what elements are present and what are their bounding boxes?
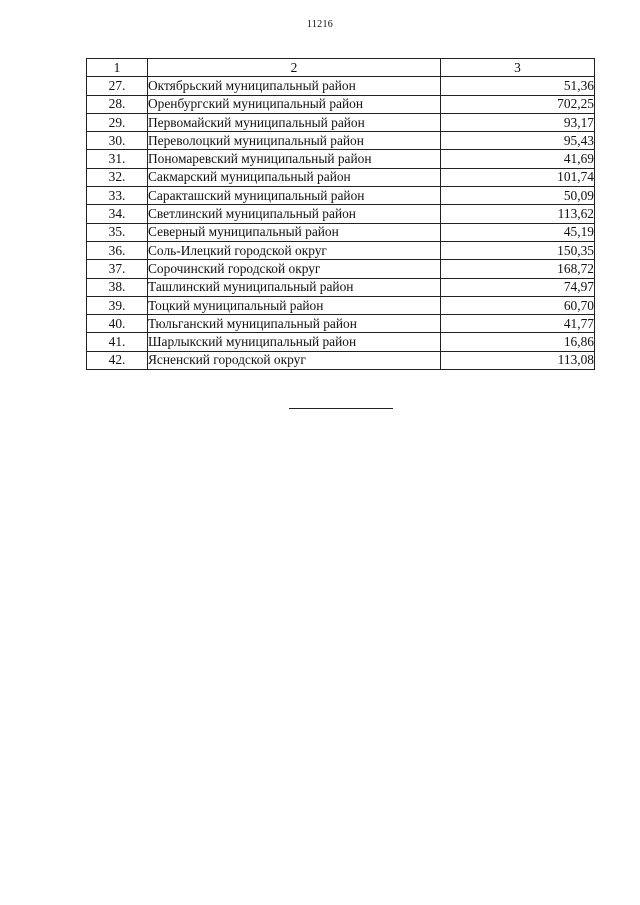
row-value: 113,62 [441, 205, 595, 223]
municipality-name: Октябрьский муниципальный район [148, 77, 441, 95]
table-row [87, 333, 595, 351]
row-value: 41,69 [441, 150, 595, 168]
row-value: 702,25 [441, 95, 595, 113]
municipality-name: Светлинский муниципальный район [148, 205, 441, 223]
municipality-name: Оренбургский муниципальный район [148, 95, 441, 113]
row-number: 38. [87, 278, 148, 296]
table-row [87, 77, 595, 95]
table-row [87, 315, 595, 333]
row-number: 34. [87, 205, 148, 223]
row-number: 42. [87, 351, 148, 369]
municipality-name: Пономаревский муниципальный район [148, 150, 441, 168]
table-row [87, 278, 595, 296]
municipality-name: Тоцкий муниципальный район [148, 296, 441, 314]
municipality-name: Соль-Илецкий городской округ [148, 241, 441, 259]
table-row [87, 187, 595, 205]
row-number: 27. [87, 77, 148, 95]
row-value: 50,09 [441, 187, 595, 205]
row-value: 60,70 [441, 296, 595, 314]
municipal-values-table [86, 58, 595, 370]
row-number: 36. [87, 241, 148, 259]
row-number: 32. [87, 168, 148, 186]
row-value: 168,72 [441, 260, 595, 278]
municipality-name: Тюльганский муниципальный район [148, 315, 441, 333]
table-row [87, 95, 595, 113]
row-value: 45,19 [441, 223, 595, 241]
row-number: 31. [87, 150, 148, 168]
table-row [87, 241, 595, 259]
row-number: 29. [87, 113, 148, 131]
table-header-row [87, 59, 595, 77]
municipality-name: Ясненский городской округ [148, 351, 441, 369]
row-number: 30. [87, 132, 148, 150]
row-value: 16,86 [441, 333, 595, 351]
municipality-name: Северный муниципальный район [148, 223, 441, 241]
page-number: 11216 [306, 19, 334, 30]
row-number: 28. [87, 95, 148, 113]
column-header-value: 3 [441, 59, 595, 77]
municipality-name: Сакмарский муниципальный район [148, 168, 441, 186]
column-header-name: 2 [148, 59, 441, 77]
table-row [87, 113, 595, 131]
row-value: 95,43 [441, 132, 595, 150]
row-number: 33. [87, 187, 148, 205]
table-row [87, 351, 595, 369]
municipality-name: Саракташский муниципальный район [148, 187, 441, 205]
table-row [87, 168, 595, 186]
municipality-name: Шарлыкский муниципальный район [148, 333, 441, 351]
municipality-name: Переволоцкий муниципальный район [148, 132, 441, 150]
table-row [87, 132, 595, 150]
municipality-name: Первомайский муниципальный район [148, 113, 441, 131]
row-value: 113,08 [441, 351, 595, 369]
row-number: 40. [87, 315, 148, 333]
table-row [87, 260, 595, 278]
row-value: 150,35 [441, 241, 595, 259]
table-row [87, 296, 595, 314]
end-of-document-rule [289, 408, 393, 409]
table-row [87, 223, 595, 241]
row-value: 41,77 [441, 315, 595, 333]
table-row [87, 205, 595, 223]
row-value: 101,74 [441, 168, 595, 186]
row-number: 35. [87, 223, 148, 241]
row-value: 74,97 [441, 278, 595, 296]
municipality-name: Сорочинский городской округ [148, 260, 441, 278]
table-row [87, 150, 595, 168]
row-number: 39. [87, 296, 148, 314]
row-value: 51,36 [441, 77, 595, 95]
row-value: 93,17 [441, 113, 595, 131]
row-number: 41. [87, 333, 148, 351]
row-number: 37. [87, 260, 148, 278]
municipality-name: Ташлинский муниципальный район [148, 278, 441, 296]
column-header-number: 1 [87, 59, 148, 77]
